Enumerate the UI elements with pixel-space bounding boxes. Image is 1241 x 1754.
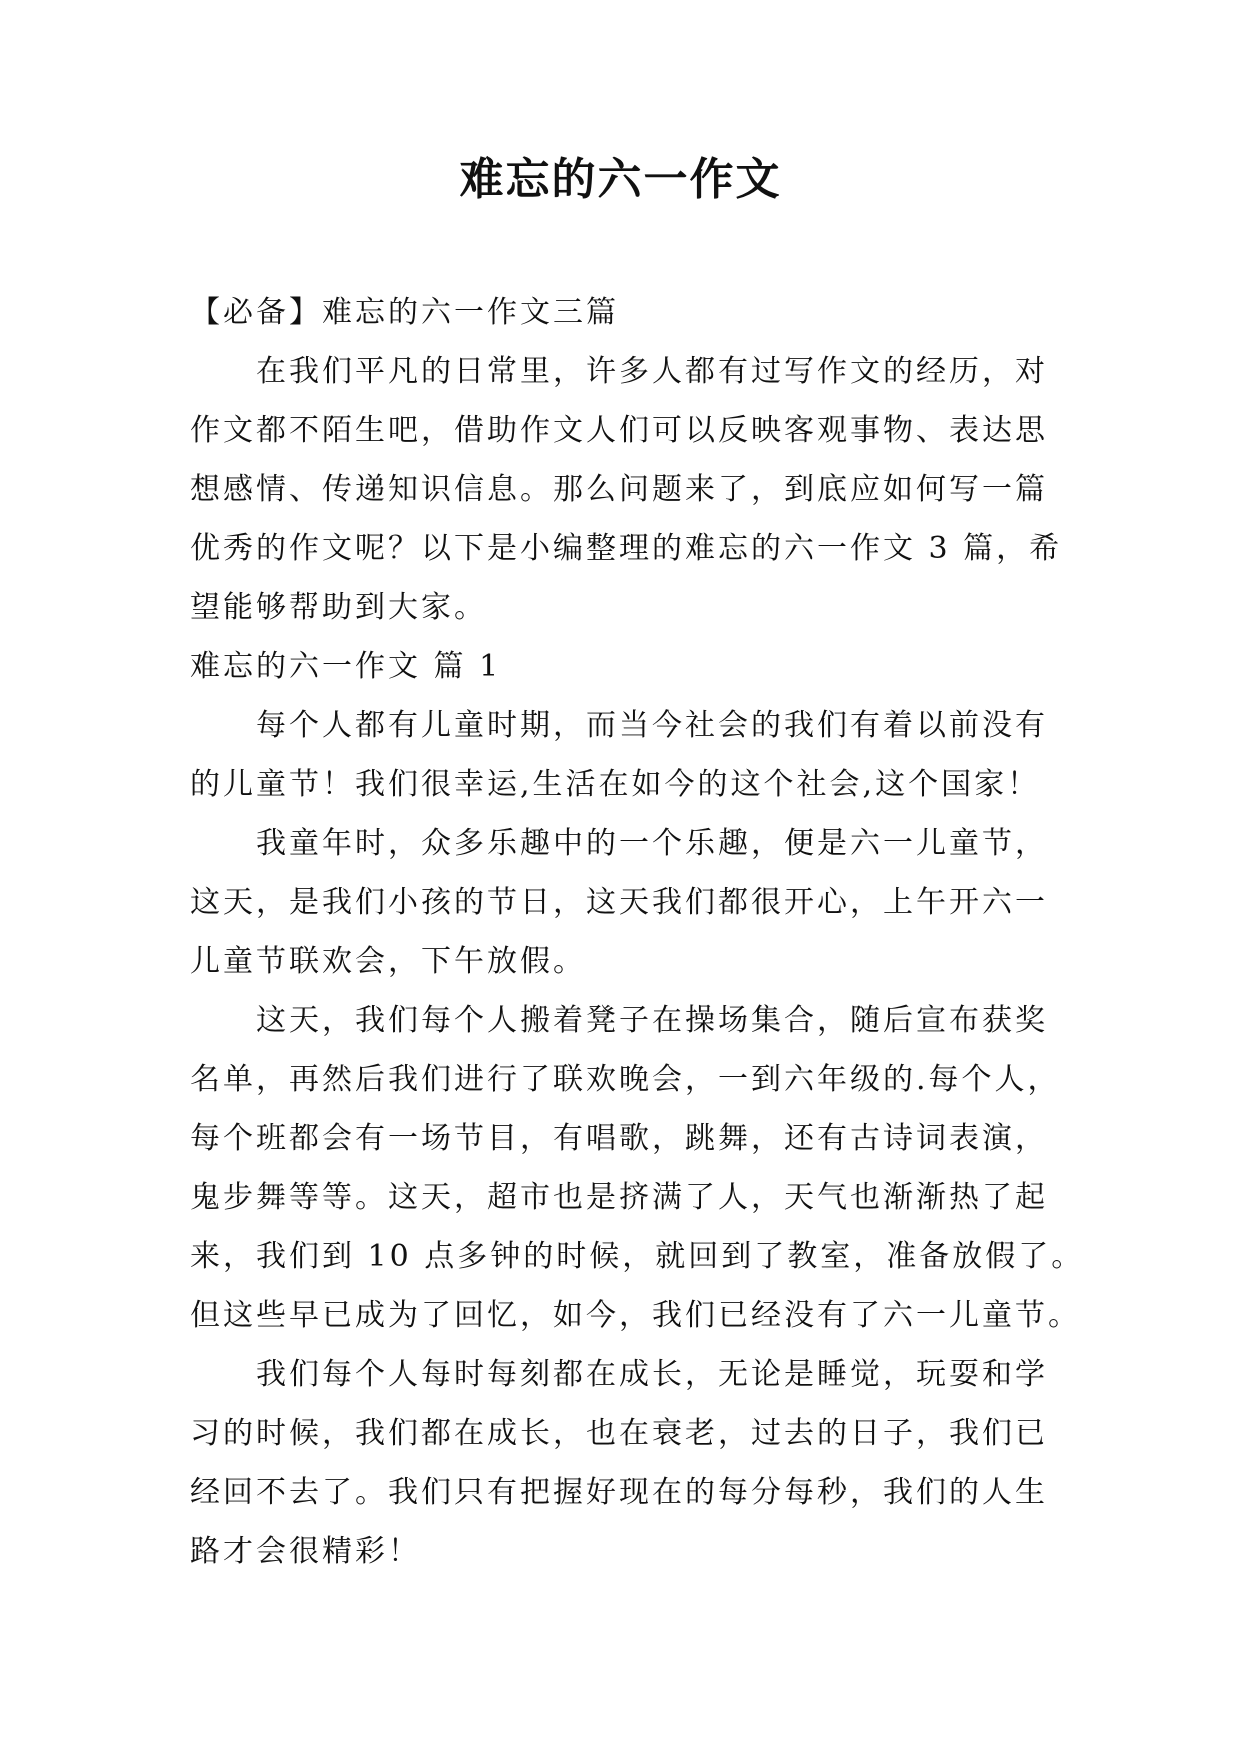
document-title: 难忘的六一作文 xyxy=(459,154,782,205)
text-line: 优秀的作文呢？以下是小编整理的难忘的六一作文 3 篇，希 xyxy=(190,531,1063,566)
text-line: 我们每个人每时每刻都在成长，无论是睡觉，玩耍和学 xyxy=(256,1357,1048,1392)
text-line: 的儿童节！我们很幸运,生活在如今的这个社会,这个国家！ xyxy=(190,767,1041,802)
text-line: 儿童节联欢会，下午放假。 xyxy=(190,944,586,979)
text-line: 习的时候，我们都在成长，也在衰老，过去的日子，我们已 xyxy=(190,1416,1048,1451)
text-line: 在我们平凡的日常里，许多人都有过写作文的经历，对 xyxy=(256,354,1048,389)
document-body xyxy=(190,283,1085,1581)
text-line: 【必备】难忘的六一作文三篇 xyxy=(190,295,619,330)
text-line: 想感情、传递知识信息。那么问题来了，到底应如何写一篇 xyxy=(190,472,1048,507)
text-line: 望能够帮助到大家。 xyxy=(190,590,487,625)
text-line: 名单，再然后我们进行了联欢晚会，一到六年级的.每个人， xyxy=(190,1062,1061,1097)
text-line: 难忘的六一作文 篇 1 xyxy=(190,649,502,684)
text-line: 这天，我们每个人搬着凳子在操场集合，随后宣布获奖 xyxy=(256,1003,1048,1038)
text-line: 我童年时，众多乐趣中的一个乐趣，便是六一儿童节， xyxy=(256,826,1048,861)
text-line: 这天，是我们小孩的节日，这天我们都很开心，上午开六一 xyxy=(190,885,1048,920)
text-line: 每个人都有儿童时期，而当今社会的我们有着以前没有 xyxy=(256,708,1048,743)
text-line: 每个班都会有一场节目，有唱歌，跳舞，还有古诗词表演， xyxy=(190,1121,1048,1156)
text-line: 鬼步舞等等。这天，超市也是挤满了人，天气也渐渐热了起 xyxy=(190,1180,1048,1215)
text-line: 路才会很精彩！ xyxy=(190,1534,421,1569)
text-line: 经回不去了。我们只有把握好现在的每分每秒，我们的人生 xyxy=(190,1475,1048,1510)
text-line: 作文都不陌生吧，借助作文人们可以反映客观事物、表达思 xyxy=(190,413,1048,448)
text-line: 来，我们到 10 点多钟的时候，就回到了教室，准备放假了。 xyxy=(190,1239,1085,1274)
text-line: 但这些早已成为了回忆，如今，我们已经没有了六一儿童节。 xyxy=(190,1298,1081,1333)
